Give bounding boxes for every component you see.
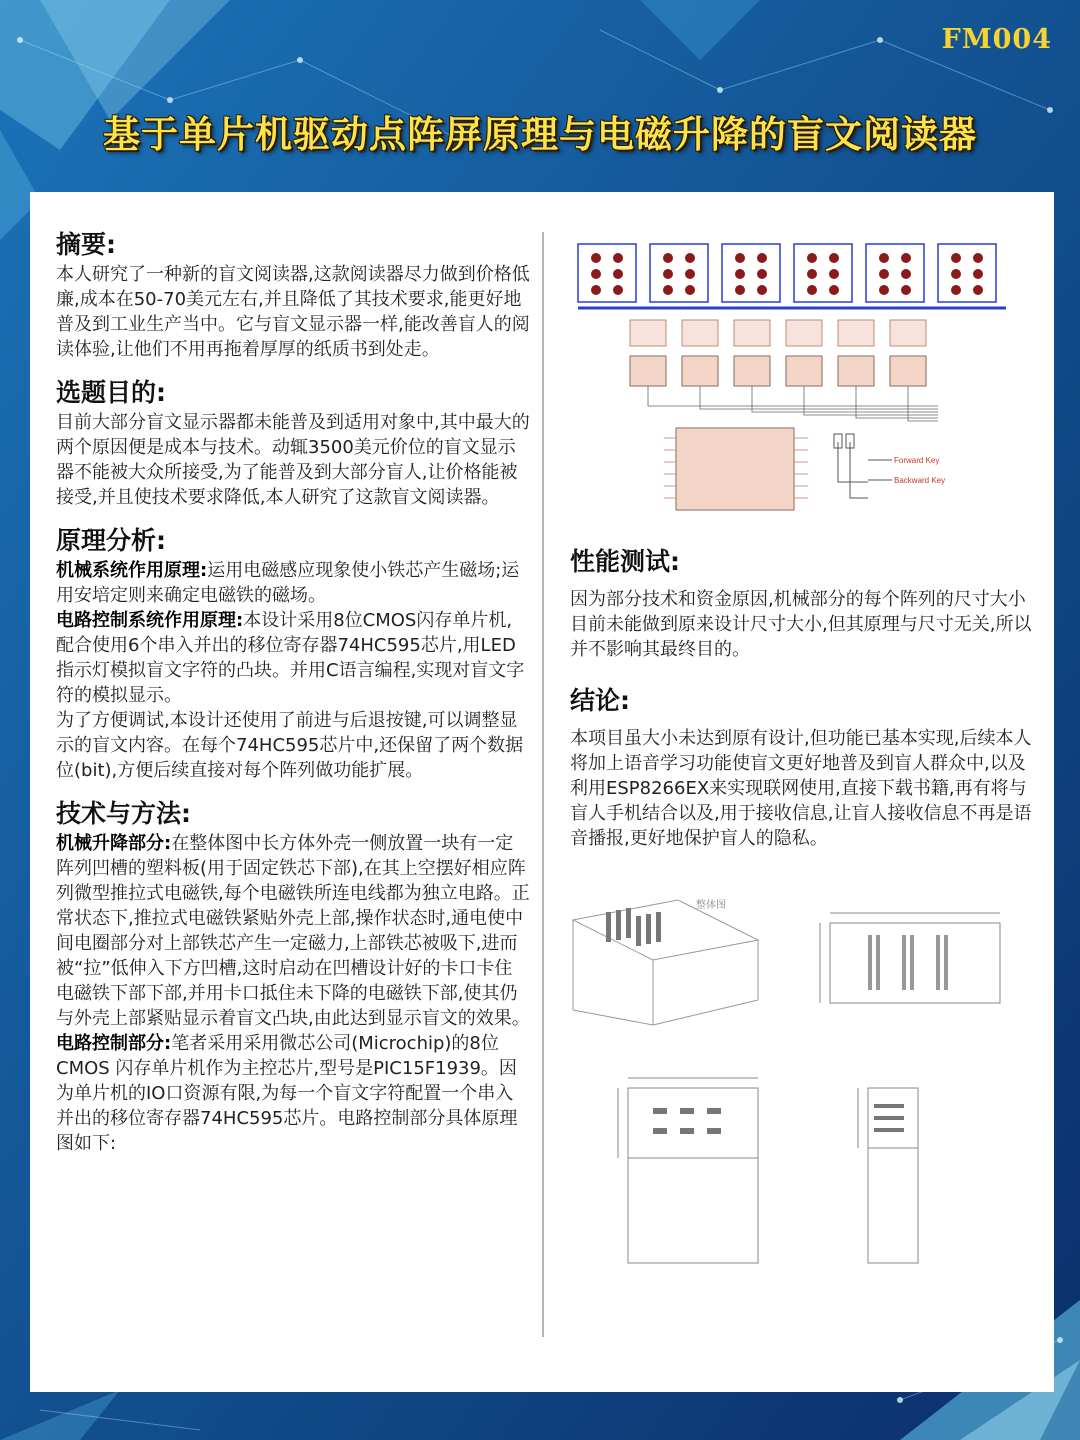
led-dot (951, 253, 961, 263)
led-matrix-frame (794, 244, 852, 302)
led-dot (901, 285, 911, 295)
principle-mech-label: 机械系统作用原理: (56, 560, 208, 581)
led-dot (757, 285, 767, 295)
method-mech-text: 在整体图中长方体外壳一侧放置一块有一定阵列凹槽的塑料板(用于固定铁芯下部),在其上空摆好相应阵列微型推拉式电磁铁,每个电磁铁所连电线都为独立电路。正常状态下,推拉式电磁铁紧贴外壳上部,操作状态时,通电使中间电圈部分对上部铁芯产生一定磁力,上部铁芯被吸下,进而被“拉”低伸入下方凹槽,这时启动在凹槽设计好的卡口卡住电磁铁下部下部,并用卡口抵住未下降的电磁铁下部,使其仍与外壳上部紧贴显示着盲文凸块,由此达到显示盲文的效果。 (56, 833, 530, 1029)
led-dot (685, 269, 695, 279)
drawing-overall-isometric (568, 890, 768, 1030)
led-matrix-frame (650, 244, 708, 302)
led-dot (735, 285, 745, 295)
led-dot (663, 269, 673, 279)
led-dot (829, 269, 839, 279)
performance-heading: 性能测试: (570, 547, 680, 576)
right-column (570, 545, 1040, 851)
led-matrix-frame (578, 244, 636, 302)
led-matrix-frame (722, 244, 780, 302)
shift-register-chip (630, 356, 666, 386)
led-dot (757, 253, 767, 263)
led-dot (951, 269, 961, 279)
principle-circuit-text: 本设计采用8位CMOS闪存单片机,配合使用6个串入并出的移位寄存器74HC595芯片,用LED指示灯模拟盲文字符的凸块。并用C语言编程,实现对盲文字符的模拟显示。 (56, 610, 525, 706)
chip-wire (856, 386, 938, 418)
conclusion-heading: 结论: (570, 686, 630, 715)
method-heading: 技术与方法: (56, 799, 191, 828)
principle-extra-text: 为了方便调试,本设计还使用了前进与后退按键,可以调整显示的盲文内容。在每个74HC595芯片中,还保留了两个数据位(bit),方便后续直接对每个阵列做功能扩展。 (56, 710, 524, 781)
purpose-heading: 选题目的: (56, 378, 166, 407)
led-dot (879, 285, 889, 295)
led-dot (613, 285, 623, 295)
left-column (56, 228, 530, 1156)
chip-wire (752, 386, 938, 412)
drawing-top-view (608, 1068, 768, 1268)
chip-pin-block (630, 320, 666, 346)
led-dot (829, 285, 839, 295)
principle-mech (56, 558, 530, 608)
led-dot (735, 253, 745, 263)
purpose-text: 目前大部分盲文显示器都未能普及到适用对象中,其中最大的两个原因便是成本与技术。动辄3500美元价位的盲文显示器不能被大众所接受,为了能普及到大部分盲人,让价格能被接受,并且使技术要求降低,本人研究了这款盲文阅读器。 (56, 412, 530, 508)
led-dot (879, 269, 889, 279)
chip-pin-block (786, 320, 822, 346)
led-dot (951, 285, 961, 295)
shift-register-chip (734, 356, 770, 386)
led-dot (879, 253, 889, 263)
shift-register-chip (890, 356, 926, 386)
led-dot (901, 253, 911, 263)
abstract-text: 本人研究了一种新的盲文阅读器,这款阅读器尽力做到价格低廉,成本在50-70美元左右,并且降低了其技术要求,能更好地普及到工业生产当中。它与盲文显示器一样,能改善盲人的阅读体验,让他们不用再拖着厚厚的纸质书到处走。 (56, 264, 530, 360)
chip-pin-block (890, 320, 926, 346)
circuit-schematic (568, 228, 1008, 528)
led-dot (757, 269, 767, 279)
conclusion-text: 本项目虽大小未达到原有设计,但功能已基本实现,后续本人将加上语音学习功能使盲文更好地普及到盲人群众中,以及利用ESP8266EX来实现联网使用,直接下载书籍,再有将与盲人手机结合以及,用于接收信息,让盲人接收信息不再是语音播报,更好地保护盲人的隐私。 (570, 728, 1032, 849)
led-dot (973, 269, 983, 279)
method-circuit (56, 1031, 530, 1156)
led-dot (613, 269, 623, 279)
led-dot (685, 285, 695, 295)
led-dot (901, 269, 911, 279)
led-dot (807, 269, 817, 279)
led-dot (735, 269, 745, 279)
mcu-chip (676, 428, 794, 510)
shift-register-chip (682, 356, 718, 386)
led-dot (591, 269, 601, 279)
backward-key-label: Backward Key (894, 476, 946, 485)
led-matrix-frame (938, 244, 996, 302)
chip-wire (700, 386, 938, 409)
principle-circuit (56, 608, 530, 708)
poster-code: FM004 (941, 24, 1052, 55)
column-divider (542, 232, 544, 1337)
chip-pin-block (682, 320, 718, 346)
led-dot (591, 285, 601, 295)
led-dot (663, 285, 673, 295)
led-dot (613, 253, 623, 263)
principle-mech-text: 运用电磁感应现象使小铁芯产生磁场;运用安培定则来确定电磁铁的磁场。 (56, 560, 520, 606)
method-circuit-label: 电路控制部分: (56, 1033, 172, 1054)
led-matrix-groups (578, 244, 996, 302)
shift-register-chip (786, 356, 822, 386)
chip-pin-block (838, 320, 874, 346)
principle-circuit-label: 电路控制系统作用原理: (56, 610, 244, 631)
principle-heading: 原理分析: (56, 526, 166, 555)
performance-text: 因为部分技术和资金原因,机械部分的每个阵列的尺寸大小目前未能做到原来设计尺寸大小,但其原理与尺寸无关,所以并不影响其最终目的。 (570, 589, 1032, 660)
shift-register-chip (838, 356, 874, 386)
chip-wire (804, 386, 938, 415)
drawing-side-view (848, 1068, 938, 1268)
led-dot (685, 253, 695, 263)
led-dot (663, 253, 673, 263)
overall-drawing-label: 整体图 (696, 900, 726, 911)
led-dot (829, 253, 839, 263)
poster-title: 基于单片机驱动点阵屏原理与电磁升降的盲文阅读器 (103, 113, 977, 156)
led-dot (807, 253, 817, 263)
led-dot (973, 285, 983, 295)
method-mech-label: 机械升降部分: (56, 833, 172, 854)
led-dot (807, 285, 817, 295)
chip-wire (908, 386, 938, 421)
shift-register-chips (630, 320, 938, 421)
method-circuit-text: 笔者采用采用微芯公司(Microchip)的8位CMOS 闪存单片机作为主控芯片,型号是PIC15F1939。因为单片机的IO口资源有限,为每一个盲文字符配置一个串入并出的移位寄存器74HC595芯片。电路控制部分具体原理图如下: (56, 1033, 518, 1154)
method-mech (56, 831, 530, 1031)
led-dot (591, 253, 601, 263)
abstract-heading: 摘要: (56, 230, 116, 259)
drawing-front-view (800, 905, 1025, 1015)
chip-pin-block (734, 320, 770, 346)
led-matrix-frame (866, 244, 924, 302)
led-dot (973, 253, 983, 263)
forward-key-label: Forward Key (894, 456, 940, 465)
chip-wire (648, 386, 938, 406)
